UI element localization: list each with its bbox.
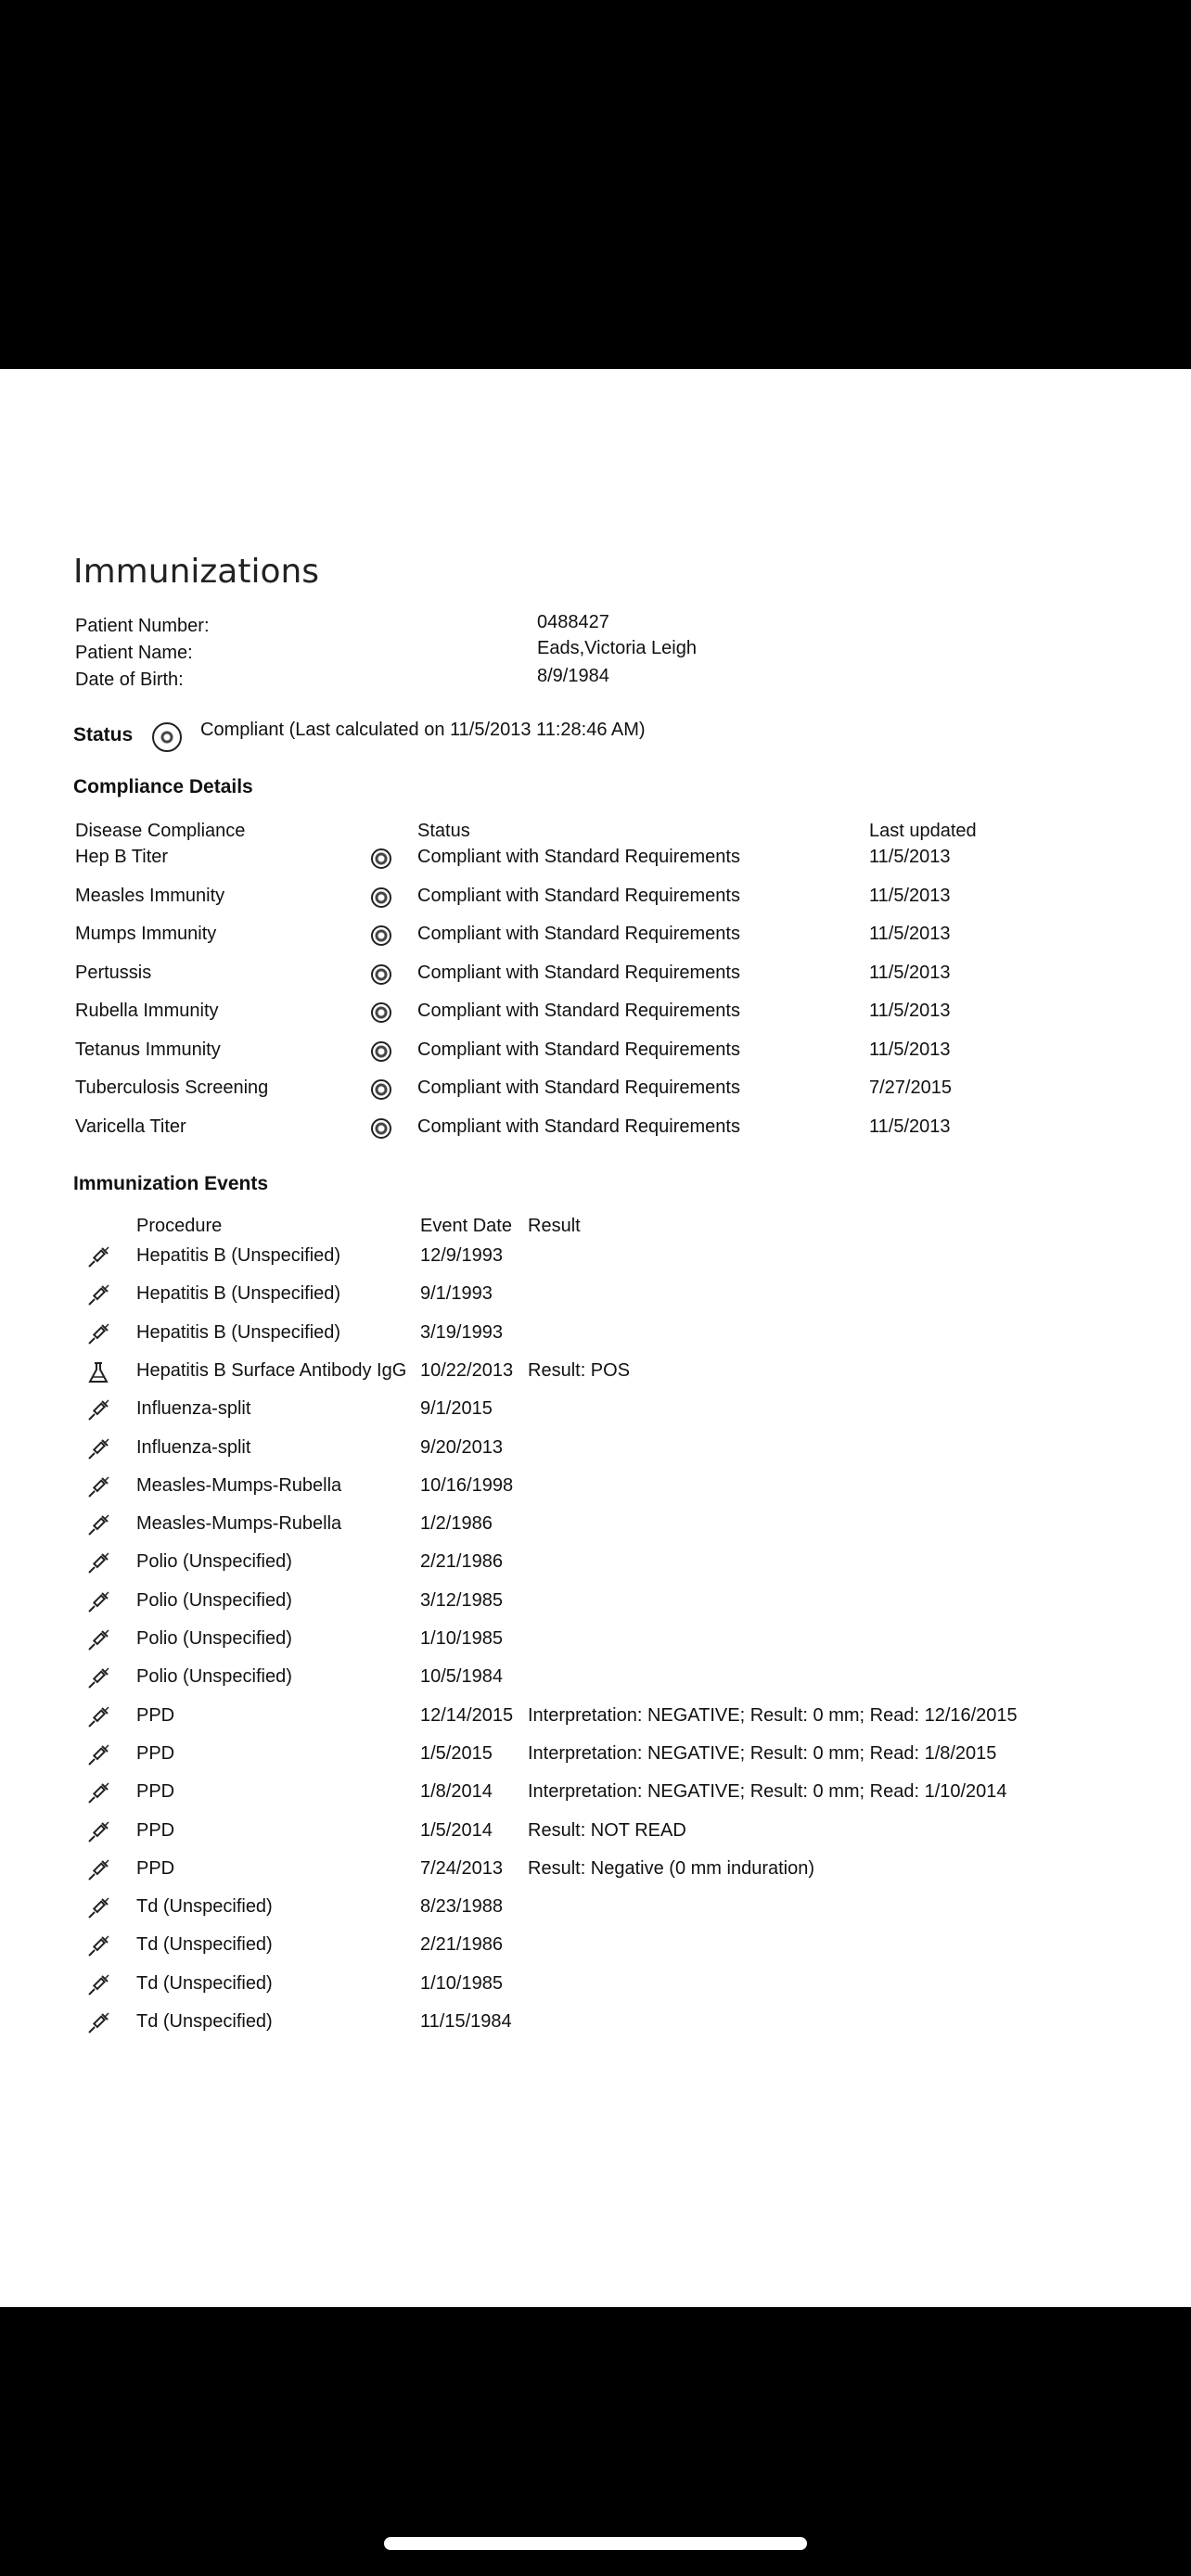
- compliance-disease: Pertussis: [75, 962, 152, 983]
- syringe-icon: [86, 1666, 110, 1690]
- syringe-icon: [86, 1551, 110, 1575]
- event-date: 1/5/2015: [420, 1742, 493, 1764]
- event-procedure: Polio (Unspecified): [136, 1589, 292, 1611]
- event-date: 7/24/2013: [420, 1857, 503, 1879]
- compliant-badge-icon: [371, 1002, 391, 1023]
- compliance-disease: Hep B Titer: [75, 847, 169, 867]
- event-date: 9/1/1993: [420, 1283, 493, 1305]
- syringe-icon: [86, 1283, 110, 1307]
- event-procedure: Td (Unspecified): [136, 1896, 273, 1918]
- syringe-icon: [86, 1858, 110, 1882]
- event-procedure: PPD: [136, 1819, 175, 1841]
- event-date: 10/22/2013: [420, 1359, 514, 1381]
- top-black-bar: [0, 0, 1191, 369]
- patient-name-value: Eads,Victoria Leigh: [537, 638, 697, 658]
- compliant-badge-icon: [371, 1041, 391, 1062]
- event-date: 12/9/1993: [420, 1245, 503, 1266]
- events-heading: Immunization Events: [73, 1173, 269, 1194]
- event-result: Result: POS: [528, 1359, 631, 1381]
- dob-value: 8/9/1984: [537, 666, 609, 686]
- compliance-disease: Mumps Immunity: [75, 924, 217, 944]
- compliance-updated: 11/5/2013: [869, 1116, 951, 1137]
- event-date: 9/1/2015: [420, 1398, 493, 1420]
- event-date: 3/19/1993: [420, 1321, 503, 1343]
- compliant-badge-icon: [371, 887, 391, 908]
- event-date: 8/23/1988: [420, 1896, 503, 1918]
- compliant-badge-icon: [152, 722, 182, 752]
- event-date: 1/10/1985: [420, 1628, 503, 1649]
- patient-number-value: 0488427: [537, 612, 609, 632]
- syringe-icon: [86, 2011, 110, 2035]
- event-result: Interpretation: NEGATIVE; Result: 0 mm; Read: 1/10/2014: [528, 1781, 1007, 1803]
- syringe-icon: [86, 1513, 110, 1537]
- event-date: 11/15/1984: [420, 2011, 512, 2032]
- event-date: 1/8/2014: [420, 1781, 493, 1803]
- compliance-status: Compliant with Standard Requirements: [417, 1001, 740, 1021]
- syringe-icon: [86, 1245, 110, 1269]
- event-date: 9/20/2013: [420, 1436, 503, 1458]
- event-result: Result: NOT READ: [528, 1819, 686, 1841]
- event-procedure: Influenza-split: [136, 1398, 251, 1420]
- event-result: Result: Negative (0 mm induration): [528, 1857, 815, 1879]
- compliance-status: Compliant with Standard Requirements: [417, 1039, 740, 1060]
- compliance-updated: 11/5/2013: [869, 1039, 951, 1060]
- status-label: Status: [73, 724, 134, 746]
- syringe-icon: [86, 1820, 110, 1844]
- event-date: 10/16/1998: [420, 1474, 514, 1496]
- compliance-disease: Tuberculosis Screening: [75, 1078, 269, 1098]
- status-text: Compliant (Last calculated on 11/5/2013 11:28:46 AM): [200, 720, 646, 740]
- compliant-badge-icon: [371, 925, 391, 946]
- event-procedure: Polio (Unspecified): [136, 1666, 292, 1688]
- event-result: Interpretation: NEGATIVE; Result: 0 mm; Read: 1/8/2015: [528, 1742, 997, 1764]
- page-title: Immunizations: [73, 553, 320, 591]
- compliance-updated: 11/5/2013: [869, 847, 951, 867]
- event-procedure: Hepatitis B (Unspecified): [136, 1245, 341, 1266]
- event-date: 2/21/1986: [420, 1551, 503, 1573]
- syringe-icon: [86, 1973, 110, 1997]
- compliance-heading: Compliance Details: [73, 776, 253, 797]
- event-procedure: Td (Unspecified): [136, 2011, 273, 2032]
- compliance-status: Compliant with Standard Requirements: [417, 885, 740, 906]
- compliant-badge-icon: [371, 1118, 391, 1139]
- event-result: Interpretation: NEGATIVE; Result: 0 mm; Read: 12/16/2015: [528, 1704, 1018, 1726]
- events-header-2: Result: [528, 1216, 581, 1236]
- syringe-icon: [86, 1705, 110, 1729]
- syringe-icon: [86, 1437, 110, 1461]
- event-procedure: Hepatitis B (Unspecified): [136, 1321, 341, 1343]
- compliance-header-1: Status: [417, 821, 470, 841]
- event-date: 10/5/1984: [420, 1666, 503, 1688]
- compliance-disease: Tetanus Immunity: [75, 1039, 221, 1060]
- syringe-icon: [86, 1475, 110, 1499]
- compliance-status: Compliant with Standard Requirements: [417, 924, 740, 944]
- compliant-badge-icon: [371, 848, 391, 869]
- event-procedure: PPD: [136, 1857, 175, 1879]
- compliance-updated: 11/5/2013: [869, 885, 951, 906]
- event-procedure: Hepatitis B Surface Antibody IgG: [136, 1359, 407, 1381]
- patient-number-label: Patient Number:: [75, 616, 210, 636]
- syringe-icon: [86, 1398, 110, 1422]
- event-procedure: Td (Unspecified): [136, 1934, 273, 1956]
- event-date: 1/2/1986: [420, 1513, 493, 1535]
- event-procedure: Polio (Unspecified): [136, 1551, 292, 1573]
- bottom-black-bar: [0, 2307, 1191, 2576]
- event-date: 1/5/2014: [420, 1819, 493, 1841]
- compliance-updated: 7/27/2015: [869, 1078, 952, 1098]
- compliance-disease: Measles Immunity: [75, 885, 225, 906]
- compliance-updated: 11/5/2013: [869, 962, 951, 983]
- syringe-icon: [86, 1628, 110, 1652]
- event-procedure: Influenza-split: [136, 1436, 251, 1458]
- event-date: 1/10/1985: [420, 1972, 503, 1994]
- dob-label: Date of Birth:: [75, 670, 184, 690]
- compliance-status: Compliant with Standard Requirements: [417, 847, 740, 867]
- event-date: 3/12/1985: [420, 1589, 503, 1611]
- compliance-updated: 11/5/2013: [869, 1001, 951, 1021]
- event-date: 2/21/1986: [420, 1934, 503, 1956]
- flask-icon: [86, 1360, 110, 1384]
- syringe-icon: [86, 1934, 110, 1958]
- scanned-document: [0, 369, 1191, 2307]
- compliance-disease: Varicella Titer: [75, 1116, 186, 1137]
- compliance-status: Compliant with Standard Requirements: [417, 1078, 740, 1098]
- syringe-icon: [86, 1322, 110, 1346]
- event-procedure: Measles-Mumps-Rubella: [136, 1474, 342, 1496]
- patient-name-label: Patient Name:: [75, 643, 193, 663]
- events-header-1: Event Date: [420, 1216, 512, 1236]
- event-procedure: PPD: [136, 1742, 175, 1764]
- event-procedure: PPD: [136, 1704, 175, 1726]
- event-procedure: PPD: [136, 1781, 175, 1803]
- compliant-badge-icon: [371, 1079, 391, 1100]
- events-header-0: Procedure: [136, 1216, 223, 1236]
- event-procedure: Td (Unspecified): [136, 1972, 273, 1994]
- syringe-icon: [86, 1781, 110, 1805]
- event-procedure: Measles-Mumps-Rubella: [136, 1513, 342, 1535]
- event-procedure: Polio (Unspecified): [136, 1628, 292, 1649]
- compliance-status: Compliant with Standard Requirements: [417, 1116, 740, 1137]
- syringe-icon: [86, 1896, 110, 1920]
- compliance-header-0: Disease Compliance: [75, 821, 246, 841]
- compliant-badge-icon: [371, 964, 391, 985]
- compliance-header-2: Last updated: [869, 821, 977, 841]
- home-indicator[interactable]: [384, 2537, 807, 2550]
- event-date: 12/14/2015: [420, 1704, 514, 1726]
- event-procedure: Hepatitis B (Unspecified): [136, 1283, 341, 1305]
- syringe-icon: [86, 1590, 110, 1614]
- compliance-status: Compliant with Standard Requirements: [417, 962, 740, 983]
- compliance-updated: 11/5/2013: [869, 924, 951, 944]
- syringe-icon: [86, 1743, 110, 1767]
- compliance-disease: Rubella Immunity: [75, 1001, 219, 1021]
